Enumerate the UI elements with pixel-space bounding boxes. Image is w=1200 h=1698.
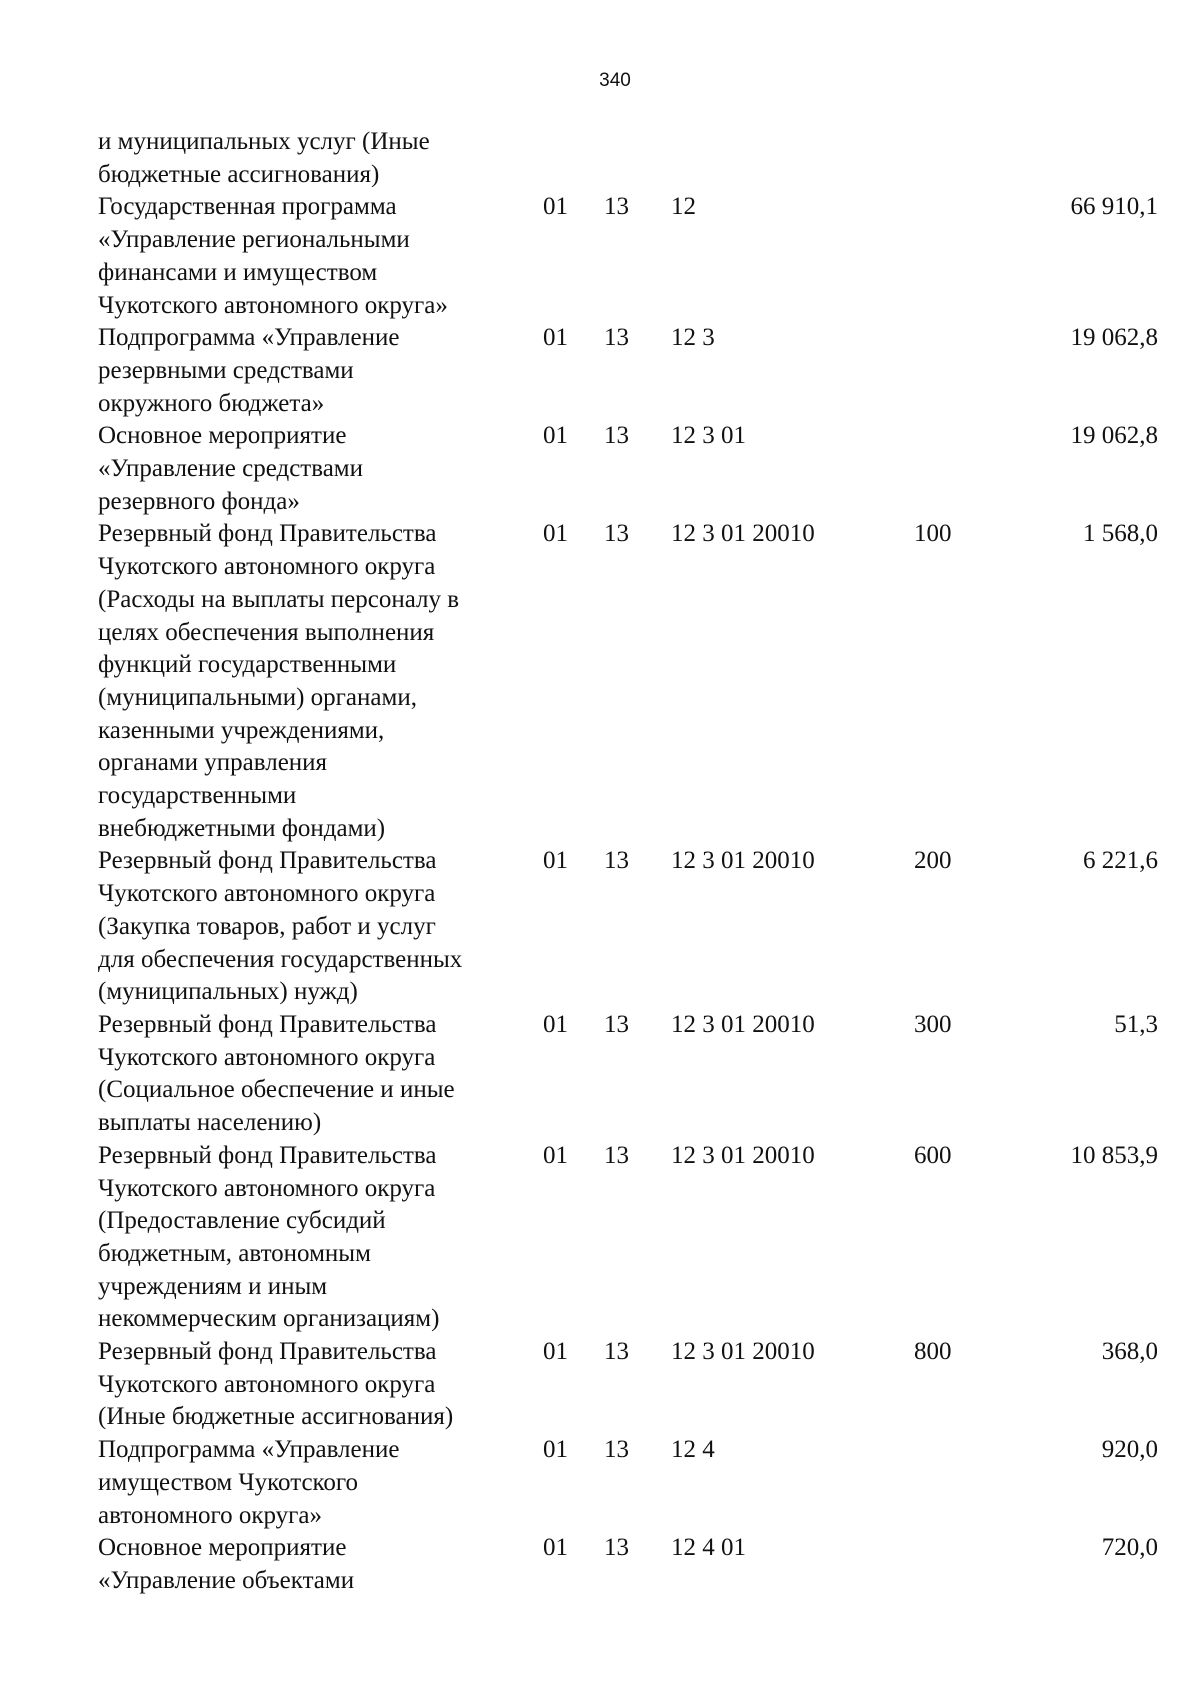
- row-name: Основное мероприятие «Управление объектами: [98, 1534, 355, 1594]
- row-amount: 920,0: [1101, 1436, 1158, 1464]
- row-section-code: 01: [543, 1534, 568, 1562]
- row-subsection-code: 13: [604, 520, 629, 548]
- row-section-code: 01: [543, 1436, 568, 1464]
- row-expense-type-code: [914, 191, 1014, 322]
- row-section-code: 01: [543, 193, 568, 221]
- row-section-code: 01: [543, 1141, 568, 1169]
- table-row: [98, 1532, 1158, 1597]
- row-section-code: 01: [543, 324, 568, 352]
- row-amount: 51,3: [1114, 1010, 1158, 1038]
- row-expense-type-code: 100: [914, 520, 952, 548]
- row-name: Основное мероприятие «Управление средствами резервного фонда»: [98, 422, 364, 515]
- row-expense-type-code: 600: [914, 1141, 952, 1169]
- row-target-article-code: 12 3 01 20010: [671, 847, 815, 875]
- row-subsection-code: 13: [604, 193, 629, 221]
- table-row: [98, 1434, 1158, 1532]
- row-name: Резервный фонд Правительства Чукотского автономного округа (Расходы на выплаты персоналу в целях обеспечения выполнения функций государственными (муниципальными) органами, казенными учреждениями, органами управления государственными внебюджетными фондами): [98, 520, 460, 842]
- table-row: [98, 322, 1158, 420]
- row-amount: 19 062,8: [1070, 422, 1158, 450]
- table-row: [98, 518, 1158, 845]
- row-subsection-code: 13: [604, 1141, 629, 1169]
- row-subsection-code: 13: [604, 422, 629, 450]
- row-target-article-code: [671, 126, 914, 191]
- row-name: Резервный фонд Правительства Чукотского автономного округа (Закупка товаров, работ и услуг для обеспечения государственных (муниципальных) нужд): [98, 847, 463, 1006]
- table-row: [98, 1336, 1158, 1434]
- row-subsection-code: [604, 126, 671, 191]
- row-expense-type-code: 800: [914, 1338, 952, 1366]
- row-section-code: 01: [543, 847, 568, 875]
- row-subsection-code: 13: [604, 324, 629, 352]
- row-amount: 1 568,0: [1083, 520, 1158, 548]
- row-name: и муниципальных услуг (Иные бюджетные ассигнования): [98, 128, 430, 188]
- row-name: Подпрограмма «Управление резервными средствами окружного бюджета»: [98, 324, 400, 417]
- row-target-article-code: 12 3 01 20010: [671, 1338, 815, 1366]
- row-target-article-code: 12 4: [671, 1436, 715, 1464]
- row-target-article-code: 12 4 01: [671, 1534, 746, 1562]
- table-row: [98, 126, 1158, 191]
- row-section-code: 01: [543, 1010, 568, 1038]
- page-number: 340: [599, 70, 631, 91]
- row-section-code: 01: [543, 520, 568, 548]
- row-subsection-code: 13: [604, 1534, 629, 1562]
- table-row: [98, 420, 1158, 518]
- row-target-article-code: 12 3 01 20010: [671, 1010, 815, 1038]
- row-name: Резервный фонд Правительства Чукотского автономного округа (Предоставление субсидий бюджетным, автономным учреждениям и иным некоммерческим организациям): [98, 1141, 440, 1333]
- row-target-article-code: 12 3 01 20010: [671, 1141, 815, 1169]
- row-section-code: [543, 126, 604, 191]
- row-amount: [1014, 126, 1158, 191]
- table-row: [98, 1140, 1158, 1336]
- row-name: Государственная программа «Управление региональными финансами и имуществом Чукотского автономного округа»: [98, 193, 448, 319]
- row-expense-type-code: [914, 1532, 1014, 1597]
- row-target-article-code: 12 3 01: [671, 422, 746, 450]
- row-section-code: 01: [543, 422, 568, 450]
- table-row: [98, 845, 1158, 1009]
- row-amount: 66 910,1: [1070, 193, 1158, 221]
- row-expense-type-code: [914, 126, 1014, 191]
- row-subsection-code: 13: [604, 847, 629, 875]
- row-amount: 720,0: [1101, 1534, 1158, 1562]
- row-target-article-code: 12: [671, 193, 696, 221]
- row-subsection-code: 13: [604, 1010, 629, 1038]
- row-amount: 368,0: [1101, 1338, 1158, 1366]
- row-target-article-code: 12 3 01 20010: [671, 520, 815, 548]
- row-expense-type-code: [914, 420, 1014, 518]
- row-expense-type-code: [914, 1434, 1014, 1532]
- row-name: Резервный фонд Правительства Чукотского автономного округа (Социальное обеспечение и иные выплаты населению): [98, 1010, 455, 1137]
- budget-table: [98, 126, 1158, 1598]
- row-expense-type-code: [914, 322, 1014, 420]
- row-expense-type-code: 300: [914, 1010, 952, 1038]
- row-subsection-code: 13: [604, 1436, 629, 1464]
- row-name: Резервный фонд Правительства Чукотского автономного округа (Иные бюджетные ассигнования): [98, 1338, 454, 1431]
- row-target-article-code: 12 3: [671, 324, 715, 352]
- table-row: [98, 191, 1158, 322]
- row-expense-type-code: 200: [914, 847, 952, 875]
- row-amount: 10 853,9: [1070, 1141, 1158, 1169]
- row-amount: 6 221,6: [1083, 847, 1158, 875]
- row-amount: 19 062,8: [1070, 324, 1158, 352]
- row-subsection-code: 13: [604, 1338, 629, 1366]
- table-row: [98, 1009, 1158, 1140]
- row-name: Подпрограмма «Управление имуществом Чукотского автономного округа»: [98, 1436, 400, 1529]
- row-section-code: 01: [543, 1338, 568, 1366]
